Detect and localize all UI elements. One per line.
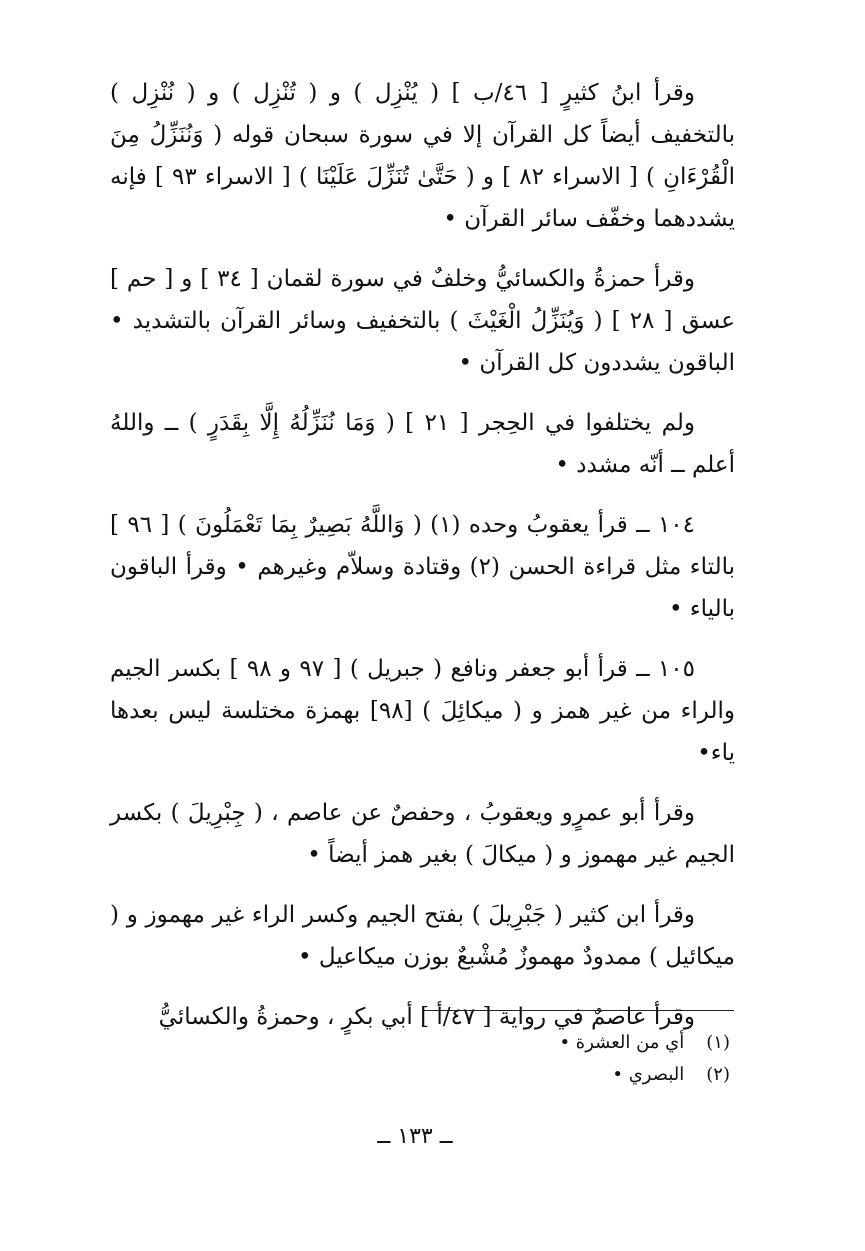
paragraph-text: وقرأ حمزةُ والكسائيُّ وخلفٌ في سورة لقمان [ ٣٤ ] و [ حم ] عسق [ ٢٨ ] ( وَيُنَزِّلُ الْغَيْثَ ) بالتخفيف وسائر القرآن بالتشديد • الباقون يشددون كل القرآن • — [110, 266, 735, 376]
footnote-separator — [422, 1010, 734, 1011]
paragraph-hijr — [110, 402, 735, 486]
page-number: ــ ١٣٣ ــ — [377, 1124, 453, 1149]
footnote — [410, 1059, 730, 1091]
paragraph-hamza-kisai — [110, 258, 735, 384]
main-text — [110, 72, 735, 1056]
paragraph-ibn-kathir-tanzil — [110, 72, 735, 240]
footnote-number: (٢) — [706, 1064, 730, 1085]
paragraph-abu-amr — [110, 792, 735, 876]
footnote-text: البصري • — [612, 1064, 685, 1085]
footnotes — [410, 1027, 730, 1091]
paragraph-text: وقرأ أبو عمرٍو ويعقوبُ ، وحفصٌ عن عاصم ، ( جِبْرِيلَ ) بكسر الجيم غير مهموز و ( ميكالَ ) بغير همز أيضاً • — [110, 800, 735, 868]
paragraph-text: وقرأ ابن كثير ( جَبْرِيلَ ) بفتح الجيم وكسر الراء غير مهموز و ( ميكائيل ) ممدودٌ مهموزٌ مُشْبعٌ بوزن ميكاعيل • — [110, 902, 735, 970]
paragraph-text: ١٠٥ ــ قرأ أبو جعفر ونافع ( جبريل ) [ ٩٧ و ٩٨ ] بكسر الجيم والراء من غير همز و ( ميكائِلَ ) [٩٨] بهمزة مختلسة ليس بعدها ياء• — [110, 656, 735, 766]
footnote-text: أي من العشرة • — [559, 1032, 685, 1053]
paragraph-text: وقرأ ابنُ كثيرٍ [ ٤٦/ب ] ( يُنْزِل ) و ( تُنْزِل ) و ( نُنْزِل ) بالتخفيف أيضاً كل القرآن إلا في سورة سبحان قوله ( وَنُنَزِّلُ مِنَ الْقُرْءَانِ ) [ الاسراء ٨٢ ] و ( حَتَّىٰ تُنَزِّلَ عَلَيْنَا ) [ الاسراء ٩٣ ] فإنه يشددهما وخفّف سائر القرآن • — [110, 80, 735, 232]
paragraph-text: وقرأ عاصمٌ في رواية [ ٤٧/أ ] أبي بكرٍ ، وحمزةُ والكسائيُّ — [158, 1004, 695, 1030]
paragraph-text: ١٠٤ ــ قرأ يعقوبُ وحده (١) ( وَاللَّهُ بَصِيرٌ بِمَا تَعْمَلُونَ ) [ ٩٦ ] بالتاء مثل قراءة الحسن (٢) وقتادة وسلاّم وغيرهم • وقرأ الباقون بالياء • — [110, 512, 735, 622]
paragraph-105 — [110, 648, 735, 774]
paragraph-text: ولم يختلفوا في الحِجر [ ٢١ ] ( وَمَا نُنَزِّلُهُ إِلَّا بِقَدَرٍ ) ــ واللهُ أعلم ــ أنّه مشدد • — [110, 410, 735, 478]
paragraph-104 — [110, 504, 735, 630]
footnote — [410, 1027, 730, 1059]
footnote-number: (١) — [706, 1032, 730, 1053]
paragraph-ibn-kathir-jibril — [110, 894, 735, 978]
